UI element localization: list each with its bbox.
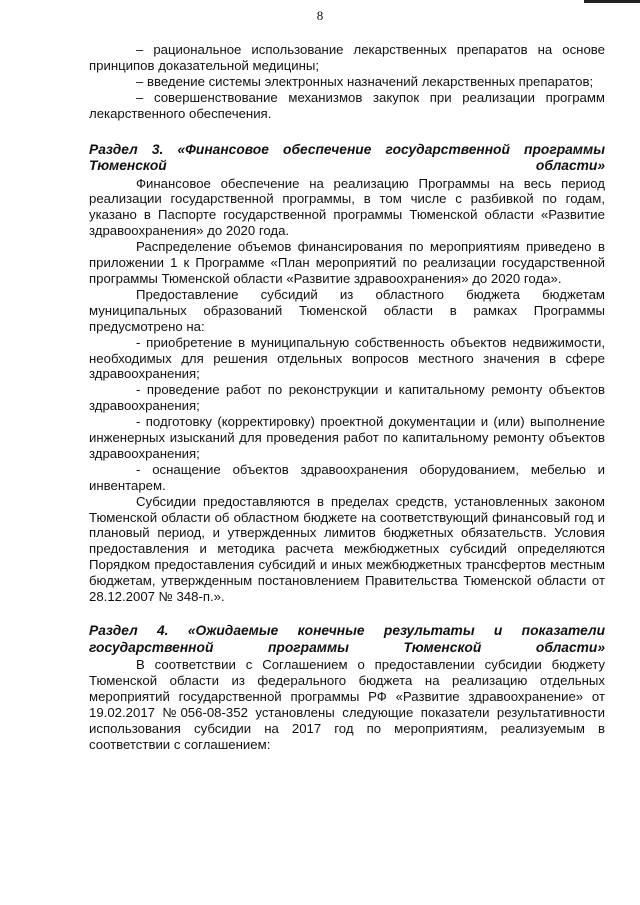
section-3-paragraph: Распределение объемов финансирования по мероприятиям приведено в приложении 1 к Программе «План мероприятий по реализации государственной программы Тюменской области «Развитие здравоохранения» до 2020 года».: [89, 239, 605, 286]
section-3-list-item: - оснащение объектов здравоохранения оборудованием, мебелью и инвентарем.: [89, 461, 605, 493]
section-3-paragraph: Финансовое обеспечение на реализацию Программы на весь период реализации государственной программы, в том числе с разбивкой по годам, указано в Паспорте государственной программы Тюменской области «Развитие здравоохранения» до 2020 года.: [89, 175, 605, 239]
intro-item: – рациональное использование лекарственных препаратов на основе принципов доказательной медицины;: [89, 42, 605, 73]
section-3-list-item: - приобретение в муниципальную собственность объектов недвижимости, необходимых для решения отдельных вопросов местного значения в сфере здравоохранения;: [89, 334, 605, 382]
section-3-list-item: - подготовку (корректировку) проектной документации и (или) выполнение инженерных изысканий для проведения работ по капитальному ремонту объектов здравоохранения;: [89, 414, 605, 461]
page-number: 8: [316, 8, 324, 23]
section-3-list-item: - проведение работ по реконструкции и капитальному ремонту объектов здравоохранения;: [89, 382, 605, 414]
scan-corner-mark: [584, 0, 640, 3]
intro-item: – совершенствование механизмов закупок при реализации программ лекарственного обеспечения.: [89, 89, 605, 121]
section-3-heading: Раздел 3. «Финансовое обеспечение государственной программы Тюменской области»: [89, 141, 605, 174]
section-4-heading: Раздел 4. «Ожидаемые конечные результаты и показатели государственной программы Тюменской области»: [89, 623, 605, 655]
intro-item: – введение системы электронных назначений лекарственных препаратов;: [136, 73, 594, 89]
section-3-paragraph: Предоставление субсидий из областного бюджета бюджетам муниципальных образований Тюменской области в рамках Программы предусмотрено на:: [89, 286, 605, 334]
section-3-closing: Субсидии предоставляются в пределах средств, установленных законом Тюменской области об областном бюджете на соответствующий финансовый год и плановый период, и утвержденных лимитов бюджетных обязательств. Условия предоставления и методика расчета межбюджетных субсидий определяются Порядком предоставления субсидий и иных межбюджетных трансфертов местным бюджетам, утвержденным постановлением Правительства Тюменской области от 28.12.2007 № 348-п.».: [89, 493, 605, 605]
document-body: [89, 42, 605, 752]
section-4-paragraph: В соответствии с Соглашением о предоставлении субсидии бюджету Тюменской области из федерального бюджета на реализацию отдельных мероприятий государственной программы РФ «Развитие здравоохранение» от 19.02.2017 №056-08-352 установлены следующие показатели результативности использования субсидии на 2017 год по мероприятиям, реализуемым в соответствии с соглашением:: [89, 657, 605, 752]
